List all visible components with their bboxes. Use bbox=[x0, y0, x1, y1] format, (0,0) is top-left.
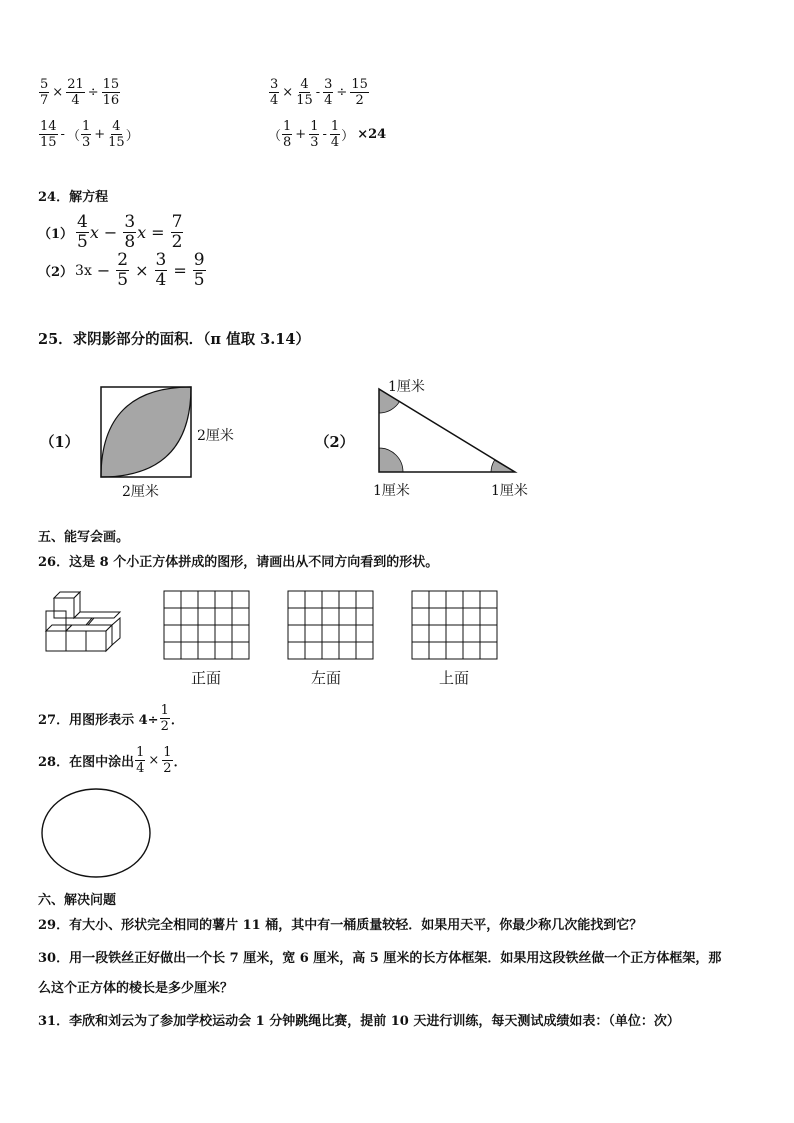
grid-cell[interactable] bbox=[446, 642, 463, 659]
fraction: $\frac{1}{4}$ bbox=[330, 119, 340, 150]
item-label: （1） bbox=[38, 227, 74, 242]
variable: x bbox=[137, 223, 147, 242]
grid-cell[interactable] bbox=[356, 608, 373, 625]
figure-2-right-triangle bbox=[372, 382, 522, 478]
grid-cell[interactable] bbox=[215, 608, 232, 625]
fraction: $\frac{3}{4}$ bbox=[324, 77, 333, 108]
fraction: $\frac{1}{3}$ bbox=[310, 119, 319, 150]
grid-cell[interactable] bbox=[412, 625, 429, 642]
operator: × bbox=[148, 753, 160, 768]
grid-cell[interactable] bbox=[480, 608, 497, 625]
multiplier: ×24 bbox=[357, 127, 387, 142]
grid-cell[interactable] bbox=[339, 625, 356, 642]
figure-2-label: （2） bbox=[315, 434, 355, 451]
fraction: $\frac{1}{4}$ bbox=[136, 745, 145, 776]
right-paren: ） bbox=[125, 129, 139, 144]
q27-end: ． bbox=[170, 713, 184, 728]
grid-cell[interactable] bbox=[429, 591, 446, 608]
grid-cell[interactable] bbox=[305, 642, 322, 659]
fraction: $\frac{1}{3}$ bbox=[81, 119, 91, 150]
grid-cell[interactable] bbox=[412, 642, 429, 659]
section-5-heading: 五、能写会画。 bbox=[38, 530, 130, 545]
left-paren: （ bbox=[66, 129, 80, 144]
grid-cell[interactable] bbox=[288, 642, 305, 659]
operator: × bbox=[282, 85, 294, 100]
q30-text-line-1: 30．用一段铁丝正好做出一个长 7 厘米，宽 6 厘米，高 5 厘米的长方体框架．如果用这段铁丝做一个正方体框架，那 bbox=[38, 951, 722, 966]
figure-1-bottom-label: 2厘米 bbox=[122, 484, 159, 500]
operator: - bbox=[60, 127, 65, 142]
operator: × bbox=[52, 85, 64, 100]
grid-cell[interactable] bbox=[356, 591, 373, 608]
cube-stack-figure bbox=[40, 590, 126, 654]
grid-cell[interactable] bbox=[356, 642, 373, 659]
right-paren: ） bbox=[341, 129, 355, 144]
grid-cell[interactable] bbox=[181, 625, 198, 642]
grid-cell[interactable] bbox=[322, 591, 339, 608]
q28 bbox=[38, 746, 187, 775]
q24-equation-2 bbox=[38, 252, 207, 289]
grid-cell[interactable] bbox=[446, 625, 463, 642]
grid-cell[interactable] bbox=[463, 608, 480, 625]
equals: = bbox=[151, 223, 165, 242]
grid-cell[interactable] bbox=[215, 591, 232, 608]
grid-label-front: 正面 bbox=[191, 669, 222, 687]
grid-cell[interactable] bbox=[198, 608, 215, 625]
operator: ÷ bbox=[336, 85, 348, 100]
fraction: $\frac{4}{5}$ bbox=[77, 212, 88, 252]
operator: + bbox=[295, 127, 307, 142]
operator: - bbox=[315, 85, 321, 100]
grid-top-view[interactable] bbox=[411, 590, 499, 660]
grid-cell[interactable] bbox=[181, 642, 198, 659]
grid-cell[interactable] bbox=[339, 642, 356, 659]
grid-cell[interactable] bbox=[322, 608, 339, 625]
fraction: $\frac{1}{2}$ bbox=[160, 703, 169, 734]
grid-cell[interactable] bbox=[446, 608, 463, 625]
q31-text: 31．李欣和刘云为了参加学校运动会 1 分钟跳绳比赛，提前 10 天进行训练，每天测试成绩如表：（单位：次） bbox=[38, 1014, 680, 1029]
expression-4 bbox=[268, 120, 386, 149]
grid-cell[interactable] bbox=[429, 642, 446, 659]
grid-cell[interactable] bbox=[339, 591, 356, 608]
grid-cell[interactable] bbox=[198, 642, 215, 659]
grid-cell[interactable] bbox=[463, 625, 480, 642]
grid-cell[interactable] bbox=[164, 642, 181, 659]
grid-cell[interactable] bbox=[181, 608, 198, 625]
shaded-sector-corner bbox=[379, 448, 403, 472]
grid-cell[interactable] bbox=[305, 625, 322, 642]
left-paren: （ bbox=[268, 129, 282, 144]
q28-text: 28．在图中涂出 bbox=[38, 755, 135, 770]
operator: × bbox=[135, 261, 149, 280]
grid-cell[interactable] bbox=[198, 591, 215, 608]
grid-cell[interactable] bbox=[215, 642, 232, 659]
item-label: （2） bbox=[38, 265, 74, 280]
variable: x bbox=[89, 223, 99, 242]
fraction: $\frac{2}{5}$ bbox=[117, 250, 129, 290]
figure-1-square-lens bbox=[98, 384, 194, 480]
q27-text: 27．用图形表示 4÷ bbox=[38, 713, 159, 728]
q26-title: 26．这是 8 个小正方体拼成的图形，请画出从不同方向看到的形状。 bbox=[38, 555, 439, 570]
grid-cell[interactable] bbox=[288, 608, 305, 625]
grid-cell[interactable] bbox=[339, 608, 356, 625]
fraction: $\frac{3}{4}$ bbox=[270, 77, 279, 108]
fraction: $\frac{3}{4}$ bbox=[155, 250, 167, 290]
grid-cell[interactable] bbox=[164, 625, 181, 642]
grid-cell[interactable] bbox=[232, 608, 249, 625]
grid-left-view[interactable] bbox=[287, 590, 375, 660]
grid-cell[interactable] bbox=[164, 608, 181, 625]
fraction: $\frac{14}{15}$ bbox=[40, 119, 57, 150]
operator: − bbox=[96, 261, 111, 280]
grid-cell[interactable] bbox=[480, 642, 497, 659]
q24-equation-1 bbox=[38, 214, 184, 251]
operator: − bbox=[103, 223, 118, 242]
expression-2 bbox=[268, 78, 370, 107]
grid-cell[interactable] bbox=[446, 591, 463, 608]
q25-title: 25．求阴影部分的面积．（π 值取 3.14） bbox=[38, 331, 310, 348]
figure-2-right-label: 1厘米 bbox=[491, 483, 528, 499]
fraction: $\frac{1}{2}$ bbox=[163, 745, 172, 776]
fraction: $\frac{7}{2}$ bbox=[171, 212, 183, 252]
q27 bbox=[38, 704, 184, 733]
grid-cell[interactable] bbox=[322, 642, 339, 659]
figure-1-label: （1） bbox=[40, 434, 80, 451]
fraction: $\frac{15}{2}$ bbox=[351, 77, 368, 108]
fraction: $\frac{5}{7}$ bbox=[40, 77, 49, 108]
operator: + bbox=[94, 127, 106, 142]
expression-1 bbox=[38, 78, 121, 107]
q28-end: ． bbox=[173, 755, 187, 770]
grid-cell[interactable] bbox=[412, 608, 429, 625]
fraction: $\frac{1}{8}$ bbox=[283, 119, 292, 150]
grid-cell[interactable] bbox=[198, 625, 215, 642]
fraction: $\frac{21}{4}$ bbox=[67, 77, 84, 108]
q24-title: 24．解方程 bbox=[38, 190, 109, 205]
shaded-lens bbox=[101, 387, 191, 477]
drawing-circle[interactable] bbox=[38, 786, 154, 880]
grid-front-view[interactable] bbox=[163, 590, 251, 660]
equals: = bbox=[173, 261, 187, 280]
grid-cell[interactable] bbox=[429, 625, 446, 642]
grid-cell[interactable] bbox=[463, 591, 480, 608]
grid-cell[interactable] bbox=[356, 625, 373, 642]
grid-cell[interactable] bbox=[232, 591, 249, 608]
figure-2-top-label: 1厘米 bbox=[388, 379, 425, 395]
q30-text-line-2: 么这个正方体的棱长是多少厘米？ bbox=[38, 981, 234, 996]
q29-text: 29．有大小、形状完全相同的薯片 11 桶，其中有一桶质量较轻．如果用天平，你最少称几次能找到它？ bbox=[38, 918, 643, 933]
operator: - bbox=[322, 127, 327, 142]
grid-cell[interactable] bbox=[215, 625, 232, 642]
grid-cell[interactable] bbox=[463, 642, 480, 659]
grid-cell[interactable] bbox=[181, 591, 198, 608]
grid-cell[interactable] bbox=[164, 591, 181, 608]
operator: ÷ bbox=[87, 85, 99, 100]
grid-cell[interactable] bbox=[288, 625, 305, 642]
fraction: $\frac{9}{5}$ bbox=[193, 250, 205, 290]
figure-1-side-label: 2厘米 bbox=[197, 428, 234, 444]
fraction: $\frac{3}{8}$ bbox=[124, 212, 136, 252]
fraction: $\frac{15}{16}$ bbox=[102, 77, 120, 108]
grid-label-left: 左面 bbox=[311, 669, 342, 687]
figure-2-left-label: 1厘米 bbox=[373, 483, 410, 499]
grid-cell[interactable] bbox=[480, 625, 497, 642]
fraction: $\frac{4}{15}$ bbox=[296, 77, 313, 108]
grid-cell[interactable] bbox=[429, 608, 446, 625]
grid-cell[interactable] bbox=[305, 608, 322, 625]
grid-cell[interactable] bbox=[480, 591, 497, 608]
section-6-heading: 六、解决问题 bbox=[38, 893, 117, 908]
grid-label-top: 上面 bbox=[439, 669, 470, 687]
grid-cell[interactable] bbox=[305, 591, 322, 608]
expression-3 bbox=[38, 120, 139, 149]
grid-cell[interactable] bbox=[232, 625, 249, 642]
term: 3x bbox=[75, 262, 92, 279]
grid-cell[interactable] bbox=[412, 591, 429, 608]
grid-cell[interactable] bbox=[232, 642, 249, 659]
grid-cell[interactable] bbox=[322, 625, 339, 642]
fraction: $\frac{4}{15}$ bbox=[108, 119, 125, 150]
grid-cell[interactable] bbox=[288, 591, 305, 608]
